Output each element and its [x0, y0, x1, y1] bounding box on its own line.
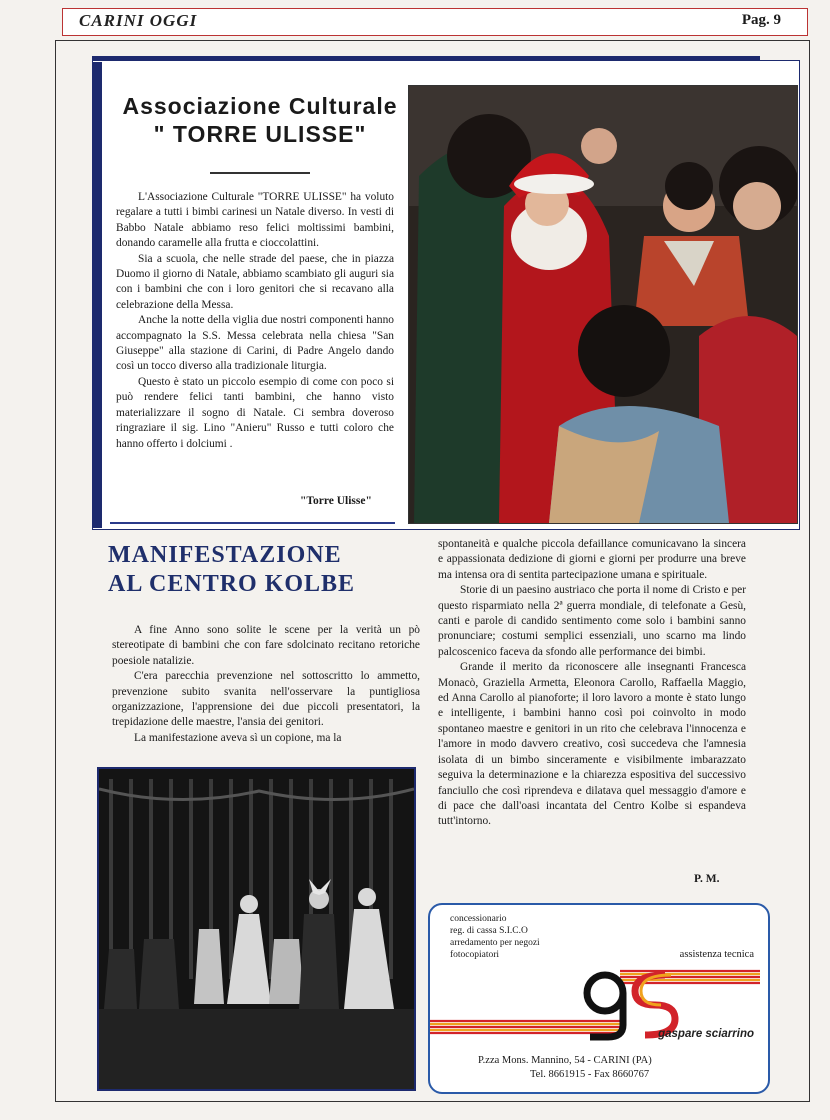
- ad-line: fotocopiatori: [450, 950, 500, 960]
- ad-phone: Tel. 8661915 - Fax 8660767: [530, 1069, 650, 1080]
- advertisement: [428, 903, 770, 1094]
- article1-title: [115, 92, 405, 148]
- title-rule: [210, 172, 310, 174]
- article2-paragraph: C'era parecchia prevenzione nel sottoscritto lo ammetto, prevenzione subito svanita nell'osservare la puntigliosa organizzazione, l'apprensione dei due piccoli presentatori, la trepidazione delle maestre, l'ansia dei genitori.: [112, 670, 420, 729]
- stage-photo: [97, 767, 416, 1091]
- stage-photo-illustration: [99, 769, 414, 1089]
- article1-title-line1: Associazione Culturale: [122, 93, 398, 119]
- article2-paragraph: Storie di un paesino austriaco che porta il nome di Cristo e per questo risparmiato nella 2ª guerra mondiale, di telefonate a Gesù, canti e parole di candido sentimento come solo i bambini sanno pronunciare; costumi semplici essenziali, uno scarno ma lindo palcoscenico faceva da sfondo alle performance dei bimbi.: [438, 584, 746, 658]
- section-divider: [110, 522, 395, 524]
- article2-paragraph: La manifestazione aveva sì un copione, ma la: [134, 731, 342, 744]
- ad-service-label: assistenza tecnica: [679, 949, 754, 960]
- article2-continuation: spontaneità e qualche piccola defaillance comunicavano la sincera e appassionata dedizione di giorni e giorni per produrre una breve ma intensa ora di sentita partecipazione umana e spirituale.: [438, 538, 746, 581]
- ad-line: reg. di cassa S.I.C.O: [450, 926, 528, 936]
- ad-services: [450, 913, 540, 961]
- article1-paragraph: Sia a scuola, che nelle strade del paese, che in piazza Duomo il giorno di Natale, abbiamo scambiato gli auguri sia con i bambini che con i loro genitori che si recavano alla celebrazione della Messa.: [116, 252, 394, 311]
- article2-paragraph: A fine Anno sono solite le scene per la verità un pò stereotipate di bambini che con fare sdolcinato recitano retoriche poesiole natalizie.: [112, 624, 420, 667]
- ad-line: concessionario: [450, 914, 507, 924]
- article1-body: [116, 190, 394, 452]
- panel-left-bar: [92, 62, 102, 528]
- article2-signature: P. M.: [694, 873, 720, 885]
- article1-paragraph: L'Associazione Culturale "TORRE ULISSE" ha voluto regalare a tutti i bimbi carinesi un Natale diverso. In vesti di Babbo Natale abbiamo reso felici moltissimi bambini, donando caramelle alla frutta e cioccolattini.: [116, 191, 394, 250]
- article1-signature: "Torre Ulisse": [300, 495, 372, 507]
- ad-brand: gaspare sciarrino: [658, 1028, 754, 1040]
- article2-paragraph: Grande il merito da riconoscere alle insegnanti Francesca Monacò, Graziella Armetta, Eleonora Carollo, Raffaella Maggio, ed Anna Carollo al pianoforte; il loro lavoro a monte è stato lungo e intelligente, i bambini hanno così poi coinvolto in modo spontaneo maestre e genitori in un rito che celebrava l'innocenza e l'amore in modo davvero creativo, così succedeva che l'amnesia isolata di un bimbo sinceramente e visibilmente imbarazzato seguiva la determinazione e la chiarezza espositiva del successivo fanciullo che così riprendeva e dilatava quel messaggio d'amore e di pace che dall'oasi incantata del Centro Kolbe si espandeva tutt'intorno.: [438, 661, 746, 828]
- article2-column2: [438, 537, 746, 830]
- ad-line: arredamento per negozi: [450, 938, 540, 948]
- article2-title-line2: AL CENTRO KOLBE: [108, 571, 356, 597]
- article2-column1: [112, 623, 420, 746]
- page-number: Pag. 9: [741, 12, 781, 28]
- article1-paragraph: Questo è stato un piccolo esempio di come con poco si può rendere felici tanti bambini, che hanno visto materializzare il sogno di Natale. Ci sembra doveroso ringraziare il sig. Lino "Anieru" Russo e tutti coloro che hanno offerto i dolciumi .: [116, 375, 394, 450]
- ad-address: P.zza Mons. Mannino, 54 - CARINI (PA): [478, 1055, 652, 1066]
- publication-logo: CARINI OGGI: [79, 11, 198, 30]
- article2-title-line1: MANIFESTAZIONE: [108, 542, 342, 568]
- article1-title-line2: " TORRE ULISSE": [153, 121, 367, 147]
- santa-photo-illustration: [409, 86, 797, 523]
- santa-photo: [408, 85, 798, 524]
- page-header: [62, 8, 808, 36]
- article1-paragraph: Anche la notte della viglia due nostri componenti hanno accompagnato la S.S. Messa celebrata nella chiesa "San Giuseppe" alla stazione di Carini, di Padre Angelo dando così un tocco diverso alla tradizionale liturgia.: [116, 314, 394, 373]
- article2-title: [108, 541, 408, 599]
